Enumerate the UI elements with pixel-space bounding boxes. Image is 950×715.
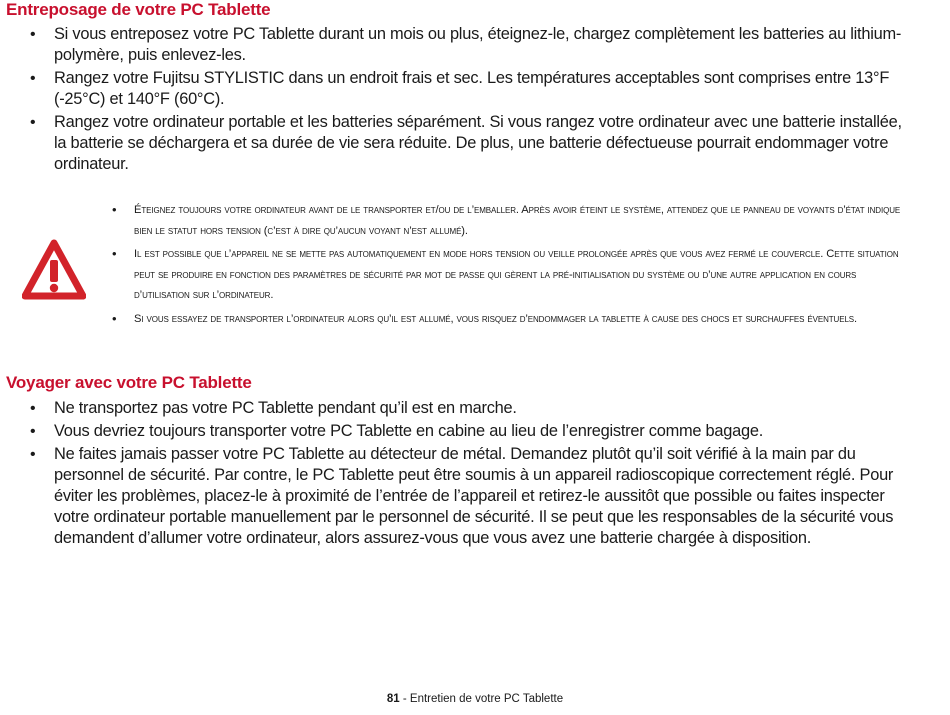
list-item	[30, 24, 918, 66]
travel-bullet-list	[30, 398, 918, 551]
bullet-icon: •	[30, 423, 36, 440]
list-item-text: Ne transportez pas votre PC Tablette pendant qu’il est en marche.	[54, 399, 517, 417]
warning-item	[112, 200, 912, 241]
list-item	[30, 444, 918, 549]
warning-list	[112, 200, 912, 329]
list-item-text: Rangez votre Fujitsu STYLISTIC dans un endroit frais et sec. Les températures acceptables sont comprises entre 13°F (-25°C) et 140°F (60°C).	[54, 69, 890, 108]
warning-item-text: Éteignez toujours votre ordinateur avant de le transporter et/ou de l’emballer. Après avoir éteint le système, attendez que le panneau de voyants d’état indique bien le statut hors tension (c’est à dire qu’aucun voyant n’est allumé).	[134, 204, 901, 237]
bullet-icon: •	[30, 446, 36, 463]
bullet-icon: •	[30, 114, 36, 131]
list-item	[30, 68, 918, 110]
page-footer	[0, 693, 950, 705]
warning-item	[112, 244, 912, 306]
list-item-text: Rangez votre ordinateur portable et les batteries séparément. Si vous rangez votre ordinateur avec une batterie installée, la batterie se déchargera et sa durée de vie sera réduite. De plus, une batterie défectueuse pourrait endommager votre ordinateur.	[54, 113, 902, 173]
warning-triangle-icon	[22, 238, 86, 302]
warning-item	[112, 309, 912, 330]
bullet-icon: •	[112, 246, 117, 261]
list-item	[30, 112, 918, 175]
section-title-storage: Entreposage de votre PC Tablette	[6, 0, 271, 19]
section-title-travel: Voyager avec votre PC Tablette	[6, 373, 252, 392]
footer-separator: -	[399, 693, 410, 705]
list-item-text: Ne faites jamais passer votre PC Tablette au détecteur de métal. Demandez plutôt qu’il soit vérifié à la main par du personnel de sécurité. Par contre, le PC Tablette peut être soumis à un appareil radioscopique correctement réglé. Pour éviter les problèmes, placez-le à proximité de l’entrée de l’appareil et retirez-le aussitôt que possible ou faites inspecter votre ordinateur portable manuellement par le personnel de sécurité. Il se peut que les responsables de la sécurité vous demandent d’allumer votre ordinateur, alors assurez-vous que vous avez une batterie chargée à disposition.	[54, 445, 894, 547]
bullet-icon: •	[112, 310, 117, 326]
bullet-icon: •	[30, 70, 36, 87]
bullet-icon: •	[112, 202, 117, 217]
bullet-icon: •	[30, 26, 36, 43]
list-item-text: Vous devriez toujours transporter votre PC Tablette en cabine au lieu de l’enregistrer comme bagage.	[54, 422, 764, 440]
page-number: 81	[386, 693, 400, 705]
warning-item-text: Si vous essayez de transporter l’ordinateur alors qu’il est allumé, vous risquez d’endommager la tablette à cause des chocs et surchauffes éventuels.	[134, 312, 858, 325]
footer-text: Entretien de votre PC Tablette	[409, 693, 564, 705]
warning-box	[18, 200, 928, 350]
list-item-text: Si vous entreposez votre PC Tablette durant un mois ou plus, éteignez-le, chargez complètement les batteries au lithium-polymère, puis enlevez-les.	[54, 25, 902, 64]
list-item	[30, 398, 918, 419]
bullet-icon: •	[30, 400, 36, 417]
storage-bullet-list	[30, 24, 918, 177]
warning-item-text: Il est possible que l’appareil ne se mette pas automatiquement en mode hors tension ou veille prolongée après que vous avez fermé le couvercle. Cette situation peut se produire en fonction des paramètres de sécurité par mot de passe qui gèrent la pré-initialisation du système ou d’une autre application en cours d’utilisation sur l’ordinateur.	[134, 248, 899, 301]
list-item	[30, 421, 918, 442]
